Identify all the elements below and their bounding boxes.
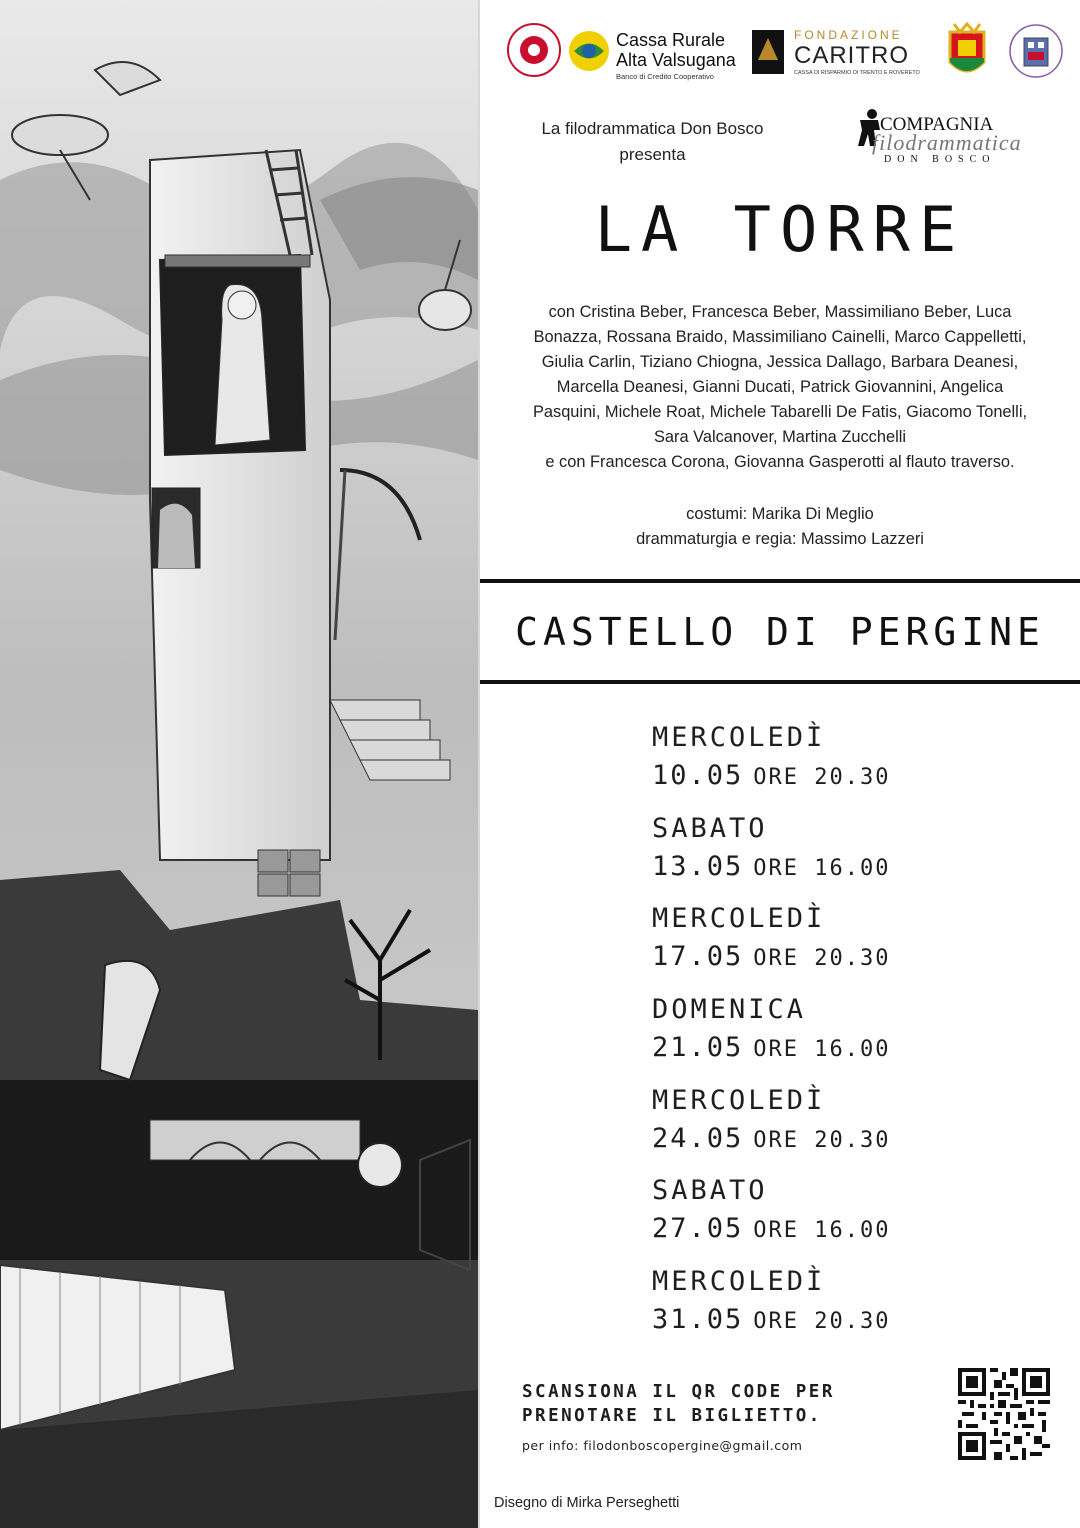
caritro-top-label: FONDAZIONE — [794, 28, 903, 42]
show-title: LA TORRE — [594, 193, 966, 266]
date-item — [652, 901, 1072, 992]
qr-code-graphic — [958, 1368, 1050, 1460]
pergine-coat-of-arms — [946, 22, 988, 82]
castelpergine-rosette-icon — [506, 22, 562, 78]
costumes-credit: costumi: Marika Di Meglio — [686, 505, 874, 523]
cast-line: Marcella Deanesi, Gianni Ducati, Patrick Giovannini, Angelica — [556, 378, 1004, 396]
date-date: 21.05 — [652, 1032, 744, 1064]
date-date: 17.05 — [652, 941, 744, 973]
date-time: ORE 20.30 — [753, 946, 891, 972]
date-day: DOMENICA — [652, 994, 807, 1026]
comunita-emblem-icon — [1008, 18, 1064, 84]
date-item — [652, 992, 1072, 1083]
date-date: 24.05 — [652, 1122, 744, 1154]
date-item — [652, 1173, 1072, 1264]
caritro-logo — [752, 26, 927, 82]
venue-title: CASTELLO DI PERGINE — [515, 610, 1045, 654]
compagnia-word: COMPAGNIA — [880, 114, 994, 135]
cast-line: Sara Valcanover, Martina Zucchelli — [653, 428, 907, 446]
date-date: 13.05 — [652, 850, 744, 882]
qr-code-icon[interactable] — [958, 1368, 1050, 1460]
direction-credit: drammaturgia e regia: Massimo Lazzeri — [636, 530, 924, 548]
date-time: ORE 16.00 — [753, 1037, 891, 1063]
sponsor-logos — [480, 18, 1080, 88]
top-divider — [480, 579, 1080, 583]
date-day: SABATO — [652, 1175, 768, 1207]
tower-drawing-illustration — [0, 0, 480, 1528]
date-date: 10.05 — [652, 760, 744, 791]
qr-cta-line: SCANSIONA IL QR CODE PER — [522, 1382, 835, 1402]
date-day: MERCOLEDÌ — [652, 1084, 826, 1116]
caritro-tagline: CASSA DI RISPARMIO DI TRENTO E ROVERETO — [794, 70, 920, 76]
date-day: MERCOLEDÌ — [652, 1266, 826, 1298]
compagnia-don-bosco-logo — [852, 104, 1022, 166]
presenter-line: presenta — [619, 145, 686, 164]
comunita-alta-valsugana-logo — [1008, 18, 1064, 84]
date-item — [652, 1083, 1072, 1174]
date-item — [652, 811, 1072, 902]
compagnia-script: filodrammatica — [872, 130, 1022, 155]
bottom-divider — [480, 680, 1080, 684]
info-email[interactable]: per info: filodonboscopergine@gmail.com — [522, 1438, 803, 1453]
fondazione-castelpergine-logo — [506, 22, 562, 78]
date-date: 31.05 — [652, 1304, 744, 1336]
cassa-rurale-logo — [566, 28, 736, 84]
cast-line: Giulia Carlin, Tiziano Chiogna, Jessica Dallago, Barbara Deanesi, — [541, 353, 1019, 371]
cast-line: Pasquini, Michele Roat, Michele Tabarelli De Fatis, Giacomo Tonelli, — [532, 403, 1028, 421]
cassa-rurale-name: Cassa Rurale — [616, 30, 726, 50]
qr-call-to-action — [522, 1380, 902, 1428]
poster-info-column — [480, 0, 1080, 1528]
date-date: 27.05 — [652, 1213, 744, 1245]
illustration-svg — [0, 0, 478, 1528]
cassa-rurale-emblem-icon — [566, 28, 612, 74]
cast-line: con Cristina Beber, Francesca Beber, Massimiliano Beber, Luca — [548, 303, 1012, 321]
credits-block — [540, 502, 1020, 552]
cast-line: e con Francesca Corona, Giovanna Gasperotti al flauto traverso. — [545, 453, 1015, 471]
compagnia-don-bosco: DON BOSCO — [884, 154, 996, 165]
caritro-name: CARITRO — [794, 42, 909, 69]
presenter-block — [520, 116, 785, 168]
date-day: SABATO — [652, 812, 768, 844]
date-day: MERCOLEDÌ — [652, 722, 826, 753]
date-day: MERCOLEDÌ — [652, 903, 826, 935]
performance-dates — [652, 720, 1072, 1355]
presenter-line: La filodrammatica Don Bosco — [541, 119, 764, 138]
date-item — [652, 1264, 1072, 1355]
cassa-rurale-tagline: Banco di Credito Cooperativo — [616, 72, 714, 81]
cast-line: Bonazza, Rossana Braido, Massimiliano Cainelli, Marco Cappelletti, — [533, 328, 1027, 346]
date-time: ORE 16.00 — [753, 855, 891, 881]
date-item — [652, 720, 1072, 811]
drawing-credit: Disegno di Mirka Perseghetti — [494, 1495, 680, 1511]
date-time: ORE 20.30 — [753, 1127, 891, 1153]
caritro-emblem-icon — [752, 30, 784, 74]
qr-cta-line: PRENOTARE IL BIGLIETTO. — [522, 1406, 822, 1426]
date-time: ORE 20.30 — [753, 1309, 891, 1335]
date-time: ORE 16.00 — [753, 1218, 891, 1244]
cassa-rurale-name2: Alta Valsugana — [616, 50, 736, 70]
date-time: ORE 20.30 — [753, 765, 891, 790]
coat-of-arms-icon — [946, 22, 988, 82]
cast-list — [500, 300, 1060, 475]
